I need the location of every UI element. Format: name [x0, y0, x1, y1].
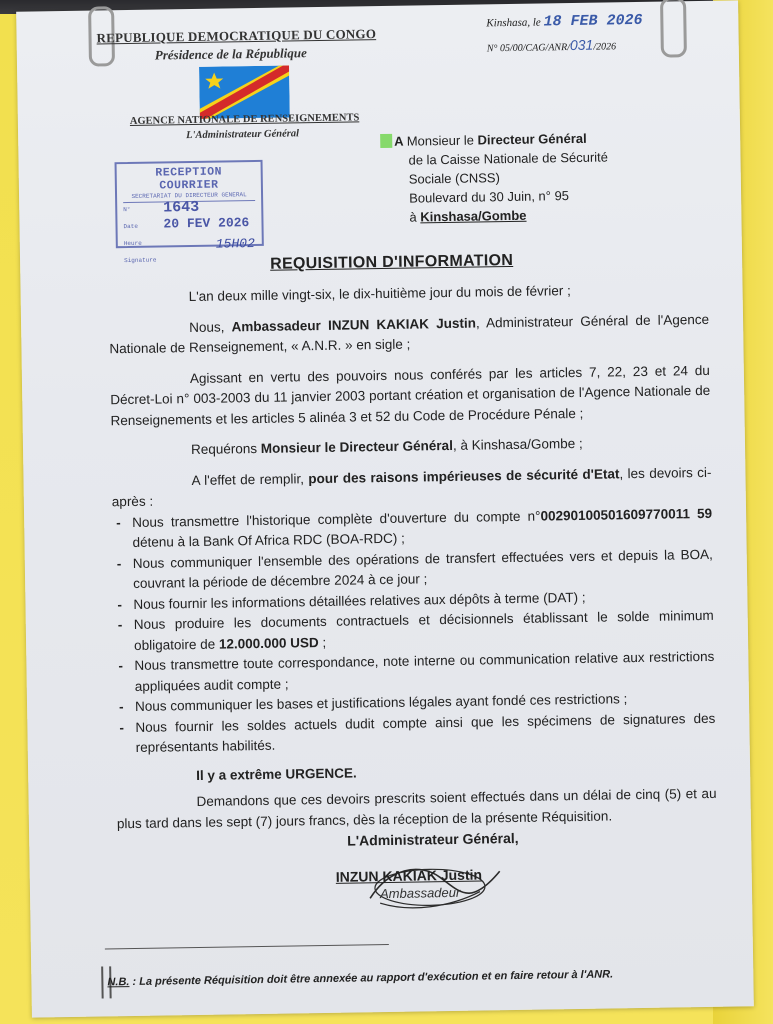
stamp-hour-row: [124, 238, 256, 254]
place-label: Kinshasa, le: [486, 16, 541, 30]
drc-flag-icon: [199, 65, 290, 118]
item-text: Nous communiquer l'ensemble des opérations de transfert effectuées vers et depuis la BOA, couvrant la période de décembre 2024 à ce jour ;: [132, 546, 713, 591]
paragraph-date: L'an deux mille vingt-six, le dix-huitième jour du mois de février ;: [188, 283, 571, 305]
nb-label: N.B.: [107, 976, 130, 989]
stamp-hour-label: Heure: [123, 239, 142, 248]
paragraph-author: [109, 309, 710, 359]
signatory-role: L'Administrateur Général,: [347, 829, 519, 849]
item-text: Nous produire les documents contractuels et décisionnels établissant le solde minimum obligatoire de: [133, 607, 714, 653]
reception-stamp: [115, 160, 264, 265]
stamp-number-value: 1643: [163, 198, 200, 217]
item-tail: détenu à la Bank Of Africa RDC (BOA-RDC) ;: [132, 530, 405, 550]
ref-suffix: /2026: [593, 41, 617, 53]
duties-list: [112, 503, 716, 758]
paper-clip-right-icon: [660, 0, 687, 58]
p5-a: A l'effet de remplir,: [191, 470, 309, 488]
p5-c: , les devoirs ci-après :: [111, 464, 712, 510]
address-line-5b: Kinshasa/Gombe: [420, 207, 527, 225]
document-page: [16, 0, 754, 1017]
address-prefix: A: [394, 133, 404, 149]
p2-a: Nous,: [189, 318, 232, 335]
address-line-1b: Directeur Général: [477, 130, 587, 148]
agency-heading: AGENCE NATIONALE DE RENSEIGNEMENTS: [129, 112, 360, 127]
ref-prefix: N° 05/00/CAG/ANR/: [486, 42, 571, 55]
document-title: REQUISITION D'INFORMATION: [270, 251, 514, 273]
item-text: Nous transmettre toute correspondance, note interne ou communication relative aux restrictions appliquées audit compte ;: [134, 648, 715, 694]
address-line-5a: à: [409, 209, 421, 225]
reference-line: [487, 36, 617, 54]
stamp-signature-label: Signature: [124, 256, 157, 265]
item-text: Nous fournir les soldes actuels dudit compte ainsi que les spécimens de signatures des représentants habilités.: [135, 710, 716, 755]
stamp-hand-note: 15H02: [215, 236, 255, 252]
stamp-date-value: 20 FEV 2026: [163, 215, 250, 232]
stamp-date-label: Date: [123, 222, 138, 231]
administrator-subheading: L'Administrateur Général: [186, 128, 300, 142]
item-bold: 12.000.000 USD: [218, 634, 319, 652]
country-heading: REPUBLIQUE DEMOCRATIQUE DU CONGO: [96, 26, 377, 46]
footer-divider: [105, 944, 389, 949]
presidency-heading: Présidence de la République: [154, 45, 307, 63]
highlight-mark-icon: [380, 134, 392, 148]
list-item: [129, 708, 716, 758]
item-text: Nous communiquer les bases et justifications légales ayant fondé ces restrictions ;: [134, 691, 628, 714]
p4-b: Monsieur le Directeur Général: [260, 437, 454, 456]
document-body: [108, 279, 717, 844]
stamp-subtitle: SECRETARIAT DU DIRECTEUR GENERAL: [123, 191, 255, 203]
item-text: Nous fournir les informations détaillées relatives aux dépôts à terme (DAT) ;: [133, 589, 586, 612]
item-text: Nous transmettre l'historique complète d'ouverture du compte n°: [132, 508, 541, 530]
paragraph-requisition: [111, 432, 711, 462]
stamp-date-row: [123, 215, 255, 237]
p4-a: Requérons: [190, 440, 261, 458]
signatory-name: INZUN KAKIAK Justin: [335, 866, 483, 885]
paragraph-legal-basis: Agissant en vertu des pouvoirs nous conférés par les articles 7, 22, 23 et 24 du Décret-Loi n° 003-2003 du 11 janvier 2003 portant création et organisation de l'Agence Nationale de Renseignements et les articles 5 alinéa 3 et 52 du Code de Procédure Pénale ;: [110, 362, 711, 428]
item-bold: 00290100501609770011 59: [540, 505, 713, 524]
date-line: [486, 12, 642, 31]
stamp-signature-row: [124, 255, 256, 271]
address-line-2: de la Caisse Nationale de Sécurité: [408, 149, 609, 168]
urgency-note: Il y a extrême URGENCE.: [196, 764, 357, 783]
footer-note: [107, 968, 613, 988]
p4-c: , à Kinshasa/Gombe ;: [452, 435, 583, 453]
address-line-5: [395, 204, 609, 226]
address-line-3: Sociale (CNSS): [408, 170, 500, 187]
date-stamp: 18 FEB 2026: [543, 11, 643, 31]
signatory-title: Ambassadeur: [379, 884, 461, 902]
nb-text: : La présente Réquisition doit être annexée au rapport d'exécution et en faire retour à l'ANR.: [129, 968, 614, 989]
recipient-address: [394, 128, 609, 226]
item-tail: ;: [318, 634, 327, 650]
address-line-1a: Monsieur le: [406, 132, 478, 149]
p2-c: , Administrateur Général de l'Agence Nationale de Renseignement, « A.N.R. » en sigle ;: [109, 311, 710, 357]
paragraph-deadline: Demandons que ces devoirs prescrits soient effectués dans un délai de cinq (5) et au plus tard dans les sept (7) jours francs, dès la réception de la présente Réquisition.: [116, 785, 717, 831]
ref-number: 031: [569, 36, 594, 54]
stamp-title: RECEPTION COURRIER: [155, 165, 223, 193]
p5-b: pour des raisons impérieuses de sécurité d'Etat: [308, 465, 620, 486]
address-line-4: Boulevard du 30 Juin, n° 95: [409, 188, 570, 206]
p2-b: Ambassadeur INZUN KAKIAK Justin: [231, 315, 476, 334]
stamp-number-label: N°: [123, 205, 131, 214]
